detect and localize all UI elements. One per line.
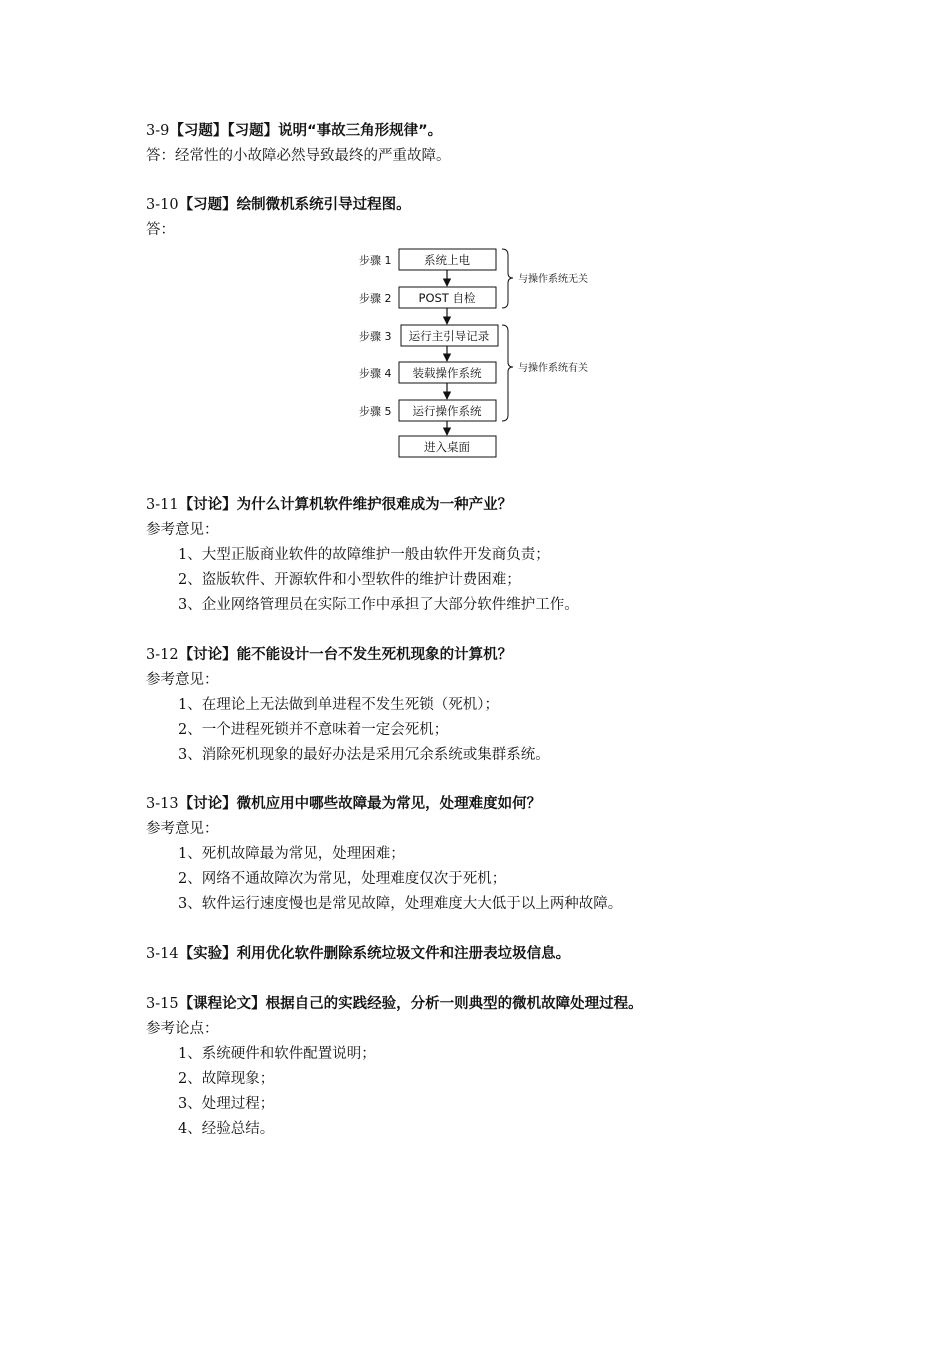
- group-label: 与操作系统有关: [518, 363, 588, 374]
- step-label: 步骤 4: [359, 367, 392, 380]
- answer-line: 参考意见：: [146, 821, 219, 837]
- step-box-label: 运行主引导记录: [408, 329, 490, 343]
- step-box-label: 运行操作系统: [412, 404, 482, 418]
- list-item: 2、盗版软件、开源软件和小型软件的维护计费困难；: [178, 572, 521, 588]
- list-item: 3、企业网络管理员在实际工作中承担了大部分软件维护工作。: [178, 597, 579, 613]
- question-heading: [146, 792, 541, 813]
- step-label: 步骤 2: [359, 292, 392, 305]
- question-heading: [146, 493, 512, 514]
- step-label: 步骤 1: [359, 254, 392, 267]
- list-item: 2、一个进程死锁并不意味着一定会死机；: [178, 722, 449, 738]
- question-heading: [146, 119, 442, 140]
- question-number: 3-11: [146, 497, 179, 513]
- list-item: 2、网络不通故障次为常见，处理难度仅次于死机；: [178, 871, 507, 887]
- question-title: 【习题】绘制微机系统引导过程图。: [178, 197, 411, 213]
- answer-line: 答：经常性的小故障必然导致最终的严重故障。: [146, 148, 451, 164]
- step-label: 步骤 3: [359, 330, 392, 343]
- list-item: 1、在理论上无法做到单进程不发生死锁（死机）；: [178, 697, 499, 713]
- question-number: 3-15: [146, 996, 179, 1012]
- list-item: 1、系统硬件和软件配置说明；: [178, 1046, 376, 1062]
- question-heading: [146, 992, 643, 1013]
- question-number: 3-14: [146, 946, 179, 962]
- question-heading: [146, 643, 512, 664]
- question-number: 3-10: [146, 197, 179, 213]
- list-item: 1、大型正版商业软件的故障维护一般由软件开发商负责；: [178, 547, 550, 563]
- question-title: 【习题】【习题】说明“事故三角形规律”。: [169, 123, 443, 139]
- step-box-label: 系统上电: [424, 253, 470, 267]
- question-number: 3-9: [146, 123, 170, 139]
- question-heading: [146, 193, 411, 214]
- list-item: 2、故障现象；: [178, 1071, 275, 1087]
- step-label: 步骤 5: [359, 405, 392, 418]
- list-item: 3、消除死机现象的最好办法是采用冗余系统或集群系统。: [178, 747, 550, 763]
- answer-line: 参考论点：: [146, 1021, 219, 1037]
- step-box-label: 进入桌面: [424, 440, 470, 454]
- question-title: 【讨论】微机应用中哪些故障最为常见，处理难度如何？: [178, 796, 542, 812]
- question-title: 【课程论文】根据自己的实践经验，分析一则典型的微机故障处理过程。: [178, 996, 643, 1012]
- boot-process-diagram: [340, 240, 620, 465]
- list-item: 1、死机故障最为常见，处理困难；: [178, 846, 405, 862]
- question-title: 【讨论】能不能设计一台不发生死机现象的计算机？: [178, 647, 513, 663]
- question-title: 【讨论】为什么计算机软件维护很难成为一种产业？: [178, 497, 513, 513]
- group-brace: [502, 325, 513, 421]
- step-box-label: 装载操作系统: [412, 366, 482, 380]
- question-number: 3-12: [146, 647, 179, 663]
- answer-line: 参考意见：: [146, 522, 219, 538]
- question-heading: [146, 942, 570, 963]
- answer-line: 参考意见：: [146, 672, 219, 688]
- question-title: 【实验】利用优化软件删除系统垃圾文件和注册表垃圾信息。: [178, 946, 571, 962]
- answer-line: 答：: [146, 222, 175, 238]
- step-box-label: POST 自检: [418, 291, 476, 305]
- group-brace: [502, 249, 513, 308]
- list-item: 3、处理过程；: [178, 1096, 275, 1112]
- group-label: 与操作系统无关: [518, 274, 588, 285]
- question-number: 3-13: [146, 796, 179, 812]
- list-item: 4、经验总结。: [178, 1121, 275, 1137]
- list-item: 3、软件运行速度慢也是常见故障，处理难度大大低于以上两种故障。: [178, 896, 623, 912]
